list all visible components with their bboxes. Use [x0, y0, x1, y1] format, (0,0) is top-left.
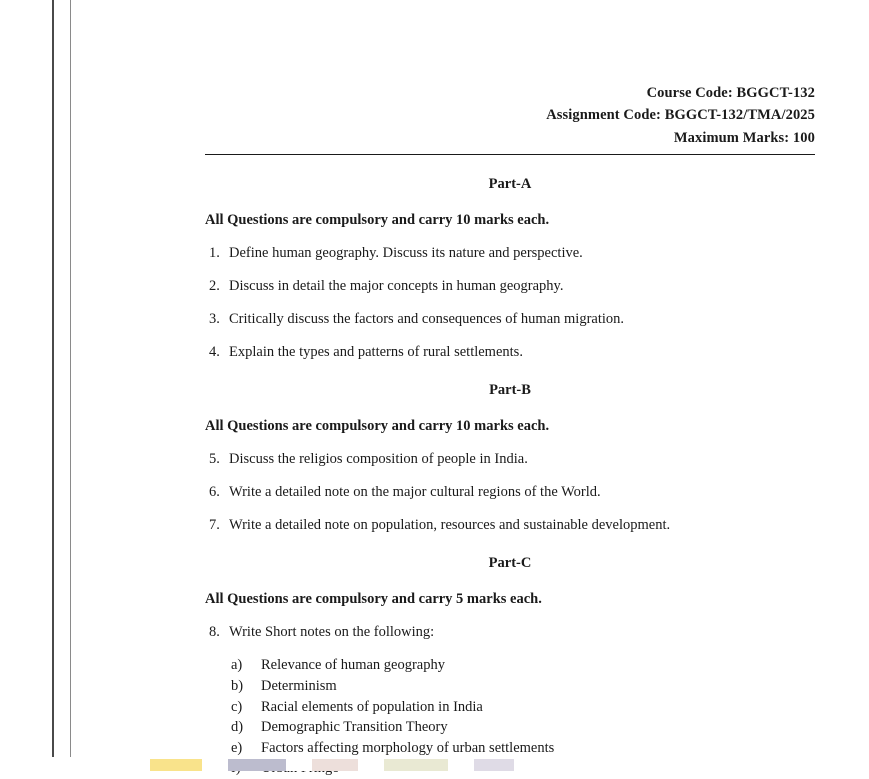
question-item [205, 484, 815, 501]
question-text: Critically discuss the factors and consequences of human migration. [229, 311, 625, 328]
document-header [205, 82, 815, 149]
section-instruction-part-b: All Questions are compulsory and carry 10 marks each. [205, 418, 550, 435]
question-item [205, 311, 815, 328]
color-mark [384, 759, 448, 771]
question-item [205, 245, 815, 262]
question-number: 2. [209, 278, 220, 295]
question-number: 5. [209, 451, 220, 468]
section-title-part-b: Part-B [489, 382, 531, 399]
question-number: 6. [209, 484, 220, 501]
question-text: Write Short notes on the following: [229, 624, 435, 641]
maximum-marks: Maximum Marks: 100 [673, 129, 815, 146]
color-mark [228, 759, 286, 771]
section-title-part-c: Part-C [488, 555, 532, 572]
question-number: 7. [209, 517, 220, 534]
question-item [205, 624, 815, 641]
page-edge-line-inner [70, 0, 71, 771]
question-item [205, 517, 815, 534]
question-text: Write a detailed note on population, resources and sustainable development. [229, 517, 671, 534]
subitem-text: Relevance of human geography [261, 657, 445, 674]
subitem-text: Demographic Transition Theory [261, 719, 448, 736]
color-mark [474, 759, 514, 771]
subitem-label: c) [231, 698, 243, 715]
question-number: 4. [209, 344, 220, 361]
document-page [73, 0, 869, 771]
question-text: Define human geography. Discuss its nature and perspective. [229, 245, 583, 262]
question-number: 3. [209, 311, 220, 328]
color-mark [312, 759, 358, 771]
list-item [231, 717, 815, 738]
subitem-text: Racial elements of population in India [261, 698, 483, 715]
question-number: 8. [209, 624, 220, 641]
question-list-part-c [205, 624, 815, 641]
subitem-text: Factors affecting morphology of urban settlements [261, 739, 555, 756]
subitem-label: a) [231, 657, 243, 674]
course-code: Course Code: BGGCT-132 [646, 85, 815, 101]
section-title-part-a: Part-A [488, 176, 532, 193]
document-body [205, 82, 815, 779]
question-text: Write a detailed note on the major cultural regions of the World. [229, 484, 601, 501]
question-text: Explain the types and patterns of rural settlements. [229, 344, 523, 361]
page-left-margin [0, 0, 52, 771]
question-list-part-a [205, 245, 815, 361]
list-item [231, 655, 815, 676]
question-item [205, 451, 815, 468]
question-list-part-b [205, 451, 815, 534]
question-item [205, 344, 815, 361]
question-text: Discuss in detail the major concepts in human geography. [229, 278, 564, 295]
list-item [231, 676, 815, 697]
page-edge-line-outer [52, 0, 54, 771]
section-instruction-part-c: All Questions are compulsory and carry 5 marks each. [205, 591, 542, 608]
list-item [231, 697, 815, 718]
question-number: 1. [209, 245, 220, 262]
subitem-label: e) [231, 739, 243, 756]
list-item [231, 738, 815, 759]
section-instruction-part-a: All Questions are compulsory and carry 10 marks each. [205, 212, 550, 229]
page-bottom-color-marks [150, 759, 514, 771]
assignment-code: Assignment Code: BGGCT-132/TMA/2025 [546, 107, 815, 124]
question-text: Discuss the religios composition of people in India. [229, 451, 528, 468]
question-item [205, 278, 815, 295]
header-divider [205, 154, 815, 155]
subitem-label: d) [231, 719, 244, 736]
subitem-label: b) [231, 677, 244, 694]
subitem-text: Determinism [261, 677, 337, 694]
color-mark [150, 759, 202, 771]
